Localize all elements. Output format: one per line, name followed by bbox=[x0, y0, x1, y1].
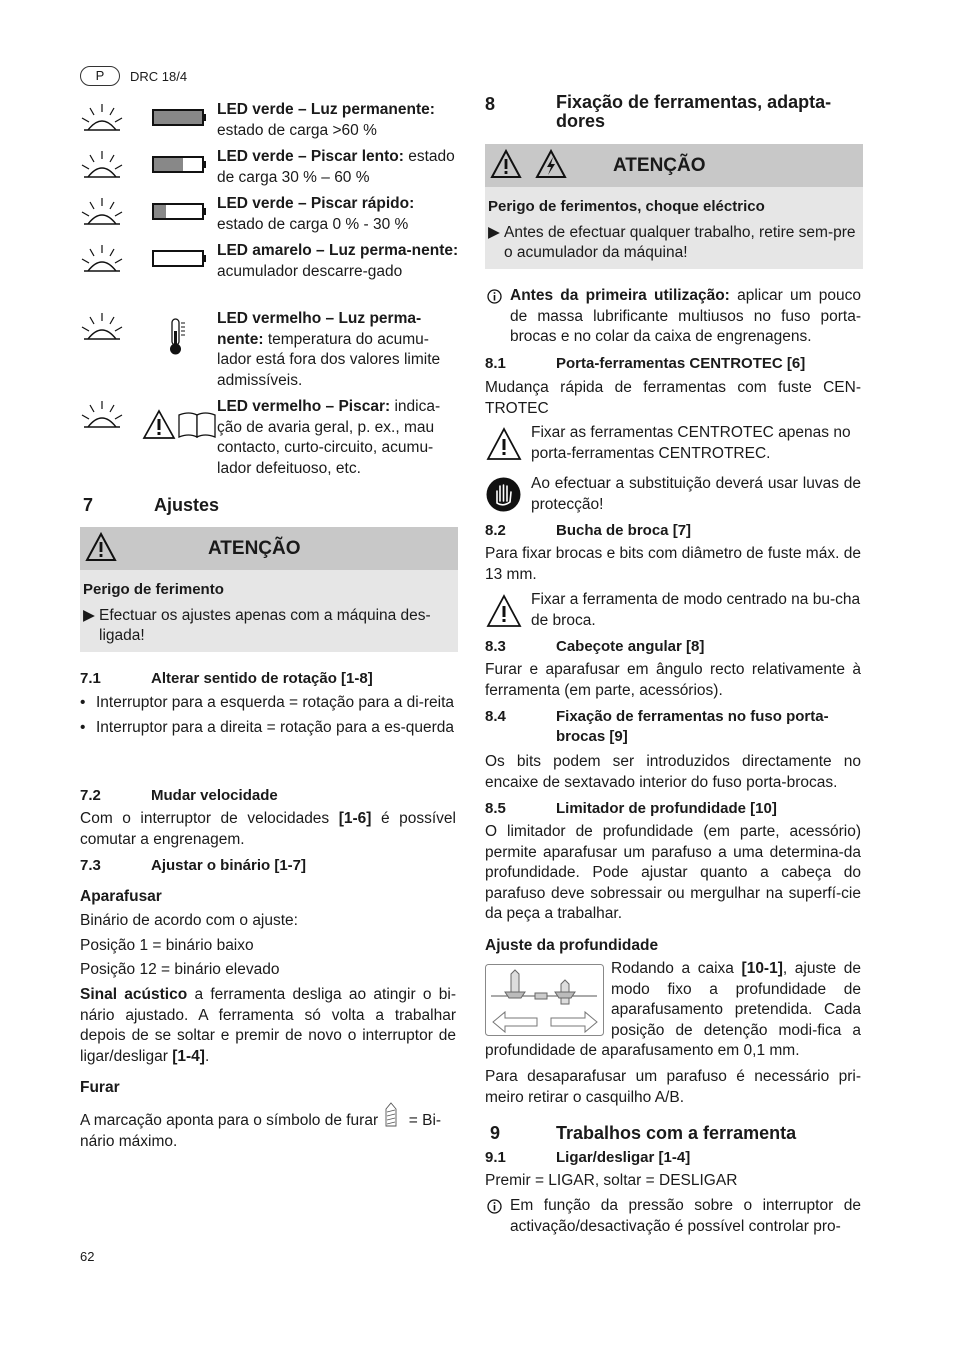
led-status-text: LED verde – Piscar lento: estado de carga 30 % – 60 % bbox=[217, 148, 455, 186]
switch-pressure-note: Em função da pressão sobre o interruptor de activação/desactivação é possível controlar pro- bbox=[485, 1196, 861, 1237]
chuck-warning: Fixar a ferramenta de modo centrado na bu-cha de broca. bbox=[485, 590, 861, 631]
battery-icon bbox=[152, 249, 208, 269]
language-badge: P bbox=[80, 66, 120, 86]
depth-limiter-text: O limitador de profundidade (em parte, acessório) permite aparafusar um parafuso a uma determina-da profundidade. Pode ajustar quanto a cabeça do parafuso deve sobressair ou mergulhar na superfí-cie da peça a trabalhar. bbox=[485, 823, 861, 922]
drill-symbol-icon bbox=[384, 1102, 398, 1128]
led-status-text: LED amarelo – Luz perma-nente: acumulador descarre-gado bbox=[217, 242, 459, 280]
spindle-text: Os bits podem ser introduzidos directamente no encaixe de sextavado interior do fuso porta-brocas. bbox=[485, 753, 861, 791]
battery-icon bbox=[152, 155, 208, 175]
led-status-text: LED vermelho – Piscar: indica-ção de avaria geral, p. ex., mau contacto, curto-circuito, acumu-lador defeituoso, etc. bbox=[217, 398, 441, 477]
furar-label: Furar bbox=[80, 1079, 120, 1096]
page-number: 62 bbox=[80, 1249, 95, 1264]
led-status-text: LED verde – Luz permanente: estado de carga >60 % bbox=[217, 101, 435, 139]
warning-triangle-icon bbox=[486, 594, 522, 628]
warning-box-8 bbox=[485, 144, 863, 269]
led-light-icon bbox=[80, 147, 124, 183]
torque-line: Posição 12 = binário elevado bbox=[80, 961, 280, 978]
battery-icon bbox=[152, 108, 208, 128]
warning-triangle-icon bbox=[486, 427, 522, 461]
furar-text: A marcação aponta para o símbolo de furar = Bi-nário máximo. bbox=[80, 1102, 456, 1152]
model-name: DRC 18/4 bbox=[130, 69, 188, 84]
warning-subtitle: Perigo de ferimento bbox=[83, 581, 224, 598]
warning-item: ▶ Efectuar os ajustes apenas com a máquina des-ligada! bbox=[83, 606, 431, 644]
first-use-note: Antes da primeira utilização: aplicar um pouco de massa lubrificante multiusos no fuso porta-brocas e no colar da caixa de engrenagens. bbox=[485, 286, 861, 348]
depth-adjust-label: Ajuste da profundidade bbox=[485, 937, 659, 954]
warning-title: ATENÇÃO bbox=[613, 155, 706, 176]
list-item: • Interruptor para a esquerda = rotação para a di-reita bbox=[80, 694, 455, 711]
led-light-icon bbox=[80, 194, 124, 230]
centrotec-text: Mudança rápida de ferramentas com fuste CEN-TROTEC bbox=[485, 379, 861, 417]
battery-icon bbox=[152, 202, 208, 222]
aparafusar-label: Aparafusar bbox=[80, 888, 162, 905]
led-status-text: LED vermelho – Luz perma-nente: temperatura do acumu-lador está fora dos valores limite admissíveis. bbox=[217, 310, 441, 389]
warning-title: ATENÇÃO bbox=[208, 538, 301, 559]
unscrew-text: Para desaparafusar um parafuso é necessário pri-meiro retirar o casquilho A/B. bbox=[485, 1068, 861, 1106]
warning-item: ▶ Antes de efectuar qualquer trabalho, retire sem-pre o acumulador da máquina! bbox=[488, 223, 856, 261]
on-off-text: Premir = LIGAR, soltar = DESLIGAR bbox=[485, 1172, 738, 1189]
warning-triangle-icon bbox=[85, 532, 117, 562]
acoustic-signal-text: Sinal acústico a ferramenta desliga ao atingir o bi-nário ajustado. A ferramenta só volta a trabalhar depois de se soltar e premir de novo o interruptor de ligar/desligar [1-4]. bbox=[80, 986, 456, 1065]
info-icon bbox=[487, 289, 502, 304]
warning-subtitle: Perigo de ferimentos, choque eléctrico bbox=[488, 198, 765, 215]
glove-note: Ao efectuar a substituição deverá usar luvas de protecção! bbox=[485, 474, 861, 515]
led-light-icon bbox=[80, 241, 124, 277]
warning-box-7 bbox=[80, 527, 458, 652]
thermometer-icon bbox=[166, 317, 188, 357]
speed-text: Com o interruptor de velocidades [1-6] é possível comutar a engrenagem. bbox=[80, 810, 456, 848]
led-light-icon bbox=[80, 100, 124, 136]
centrotec-warning: Fixar as ferramentas CENTROTEC apenas no porta-ferramentas CENTROTREC. bbox=[485, 423, 861, 464]
warning-manual-icon bbox=[142, 409, 218, 441]
electric-shock-icon bbox=[535, 149, 567, 179]
warning-triangle-icon bbox=[490, 149, 522, 179]
torque-line: Binário de acordo com o ajuste: bbox=[80, 912, 298, 929]
angular-text: Furar e aparafusar em ângulo recto relativamente à ferramenta (em parte, acessórios). bbox=[485, 661, 861, 699]
led-light-icon bbox=[80, 309, 124, 345]
led-status-text: LED verde – Piscar rápido: estado de carga 0 % - 30 % bbox=[217, 195, 415, 233]
gloves-icon bbox=[486, 477, 521, 512]
rotation-list bbox=[80, 693, 456, 738]
led-light-icon bbox=[80, 397, 124, 433]
chuck-text: Para fixar brocas e bits com diâmetro de fuste máx. de 13 mm. bbox=[485, 545, 861, 583]
info-icon bbox=[487, 1199, 502, 1214]
torque-line: Posição 1 = binário baixo bbox=[80, 937, 254, 954]
list-item: • Interruptor para a direita = rotação para a es-querda bbox=[80, 718, 455, 736]
depth-adjust-text: Rodando a caixa [10-1], ajuste de modo fixo a profundidade de aparafusamento pretendida. Cada posição de detenção modi-fica a profundidade de aparafusamento em 0,1 mm. bbox=[485, 960, 861, 1059]
